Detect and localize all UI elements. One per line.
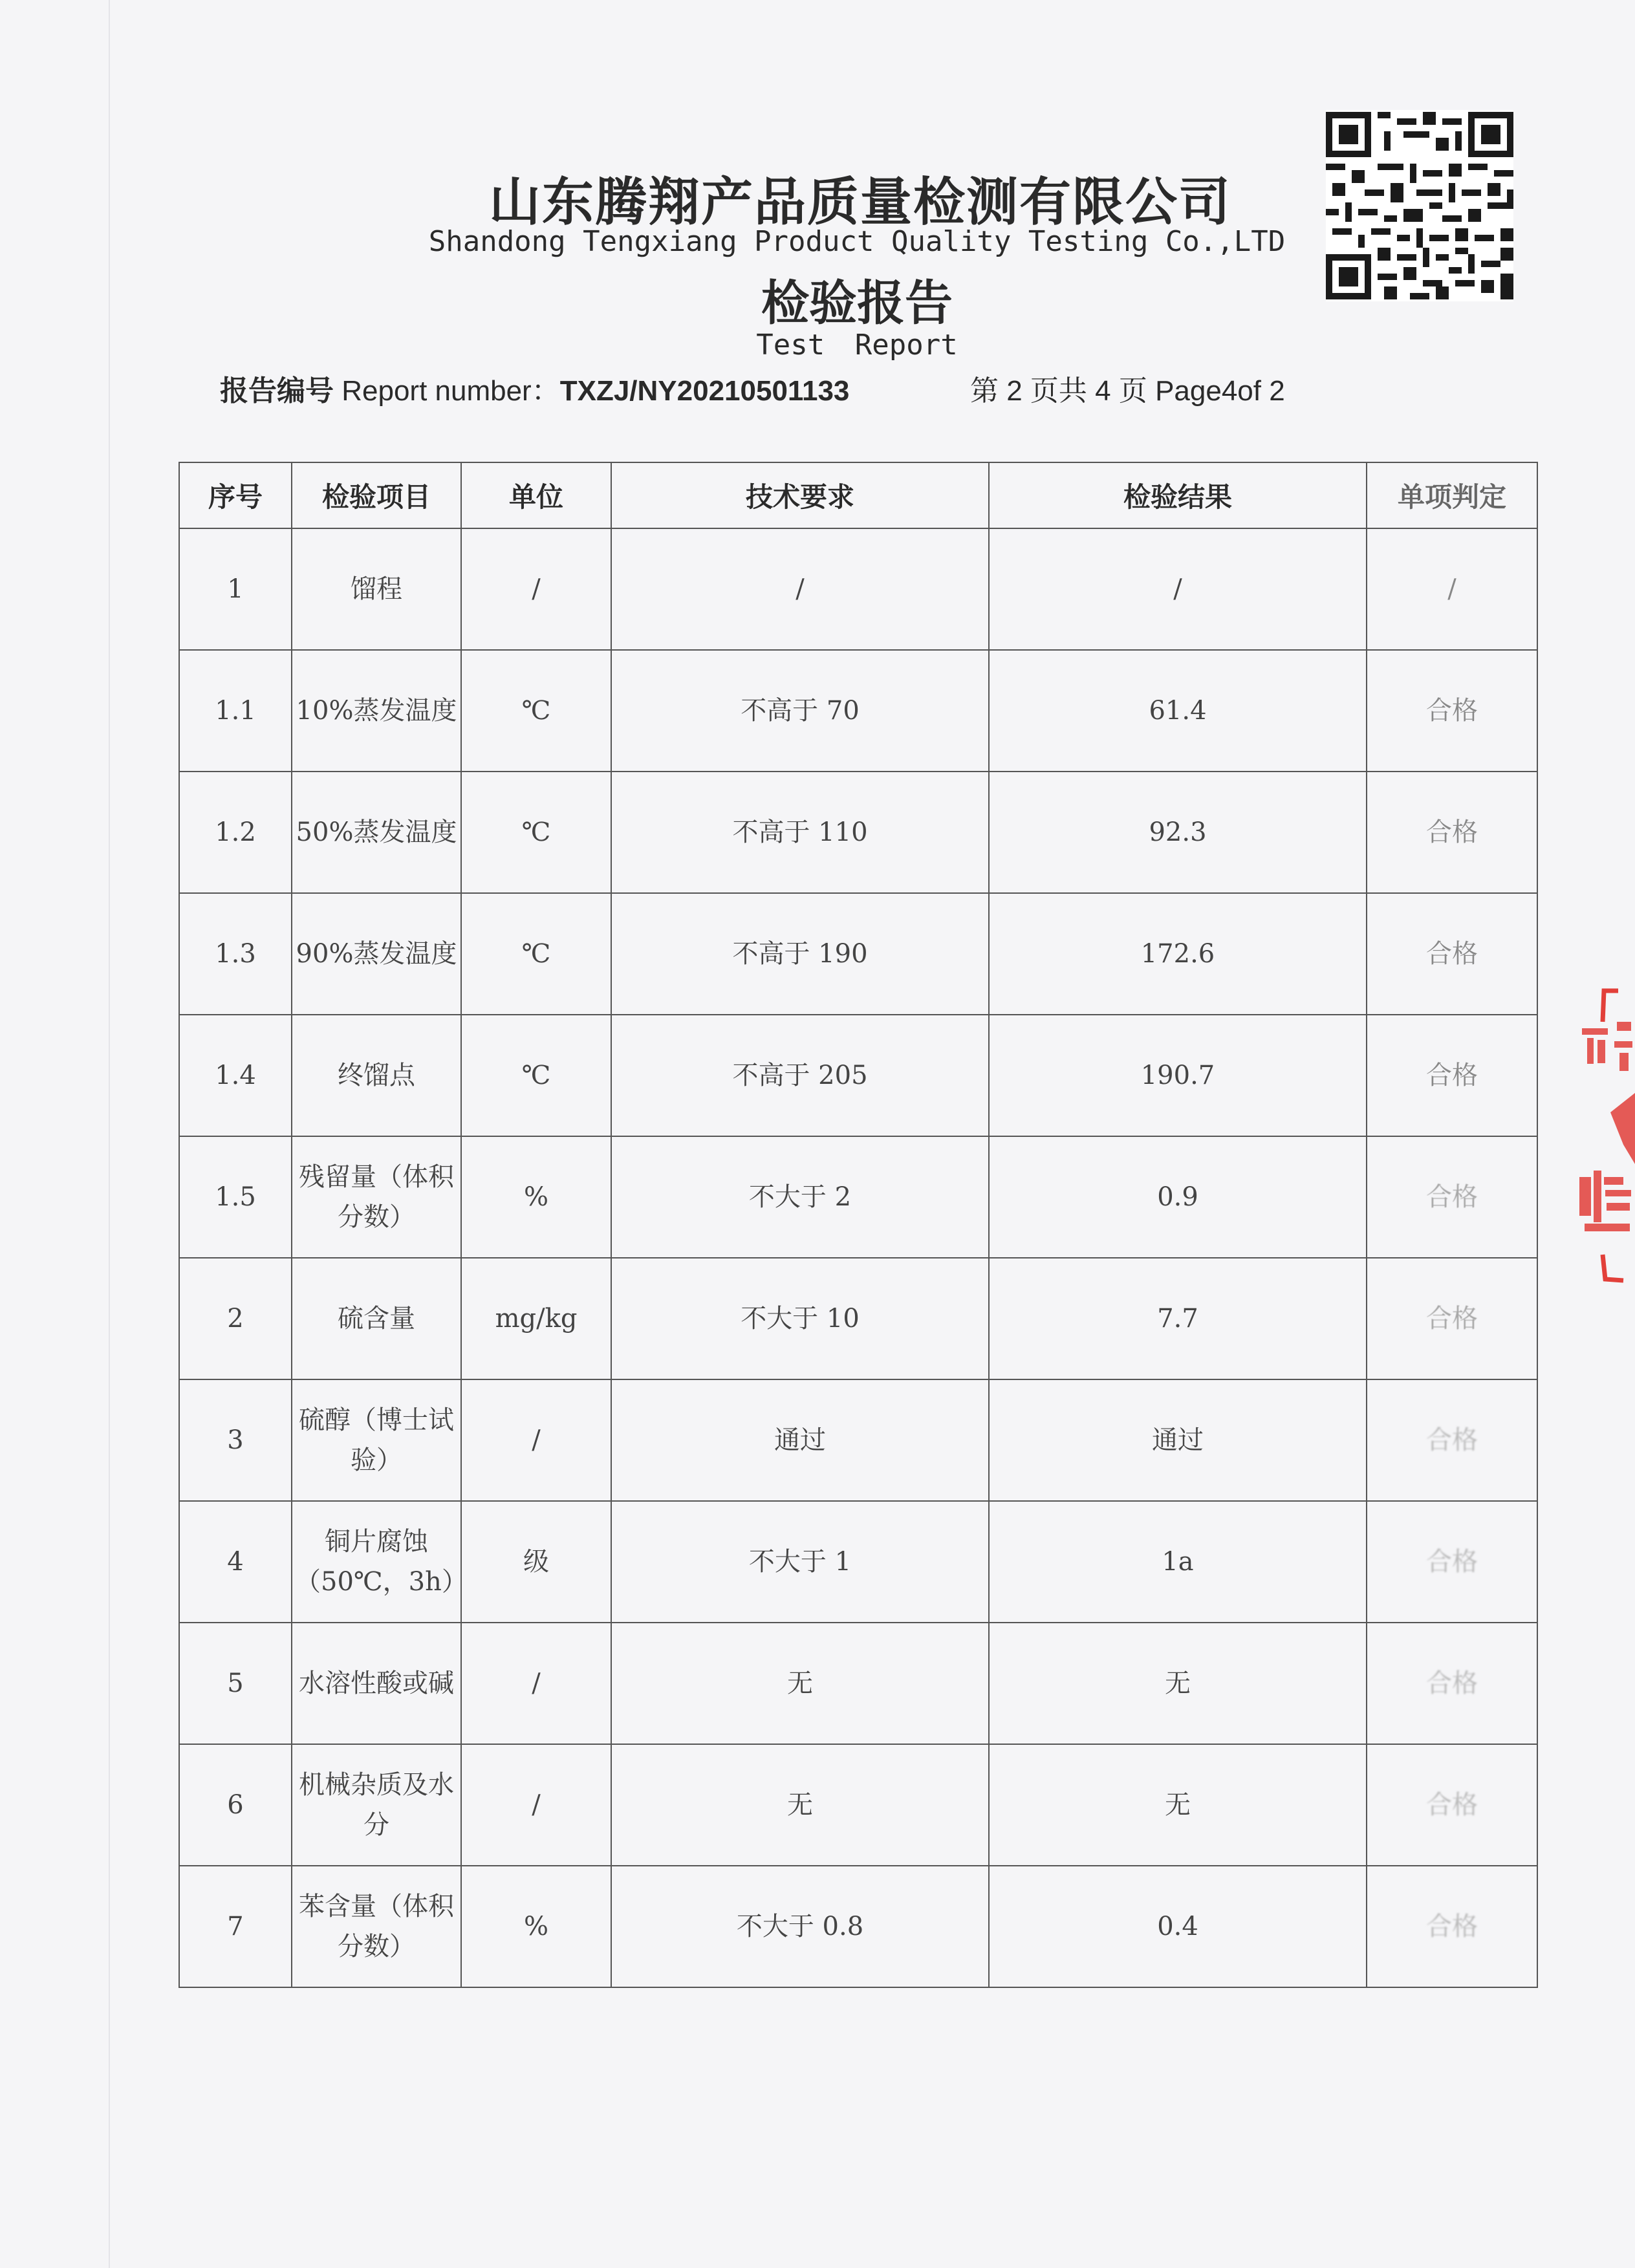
cell-requirement: 不大于 10 — [611, 1258, 989, 1379]
cell-no: 1.4 — [179, 1015, 292, 1136]
column-header-item: 检验项目 — [292, 462, 461, 528]
cell-judgment: 合格 — [1367, 1015, 1537, 1136]
table-row — [179, 1744, 1537, 1866]
cell-requirement: 无 — [611, 1623, 989, 1744]
cell-result: 0.4 — [989, 1866, 1367, 1987]
cell-unit: / — [461, 528, 611, 650]
cell-item: 50%蒸发温度 — [292, 772, 461, 893]
cell-result: 172.6 — [989, 893, 1367, 1015]
report-number-value: TXZJ/NY20210501133 — [559, 375, 850, 407]
cell-item: 90%蒸发温度 — [292, 893, 461, 1015]
cell-requirement: 不高于 70 — [611, 650, 989, 772]
table-row — [179, 1623, 1537, 1744]
table-row — [179, 1379, 1537, 1501]
cell-result: 0.9 — [989, 1136, 1367, 1258]
cell-judgment: 合格 — [1367, 650, 1537, 772]
cell-unit: ℃ — [461, 1015, 611, 1136]
table-row — [179, 1258, 1537, 1379]
cell-no: 4 — [179, 1501, 292, 1623]
cell-judgment: 合格 — [1367, 1866, 1537, 1987]
cell-judgment: 合格 — [1367, 1379, 1537, 1501]
column-header-no: 序号 — [179, 462, 292, 528]
cell-requirement: 不大于 2 — [611, 1136, 989, 1258]
cell-item: 残留量（体积分数） — [292, 1136, 461, 1258]
cell-no: 2 — [179, 1258, 292, 1379]
cell-unit: / — [461, 1379, 611, 1501]
cell-requirement: 不大于 0.8 — [611, 1866, 989, 1987]
cell-no: 6 — [179, 1744, 292, 1866]
cell-result: 190.7 — [989, 1015, 1367, 1136]
cell-result: 无 — [989, 1744, 1367, 1866]
cell-unit: 级 — [461, 1501, 611, 1623]
cell-requirement: 不高于 205 — [611, 1015, 989, 1136]
cell-judgment: 合格 — [1367, 1136, 1537, 1258]
table-row — [179, 1501, 1537, 1623]
column-header-requirement: 技术要求 — [611, 462, 989, 528]
report-number-line — [220, 367, 849, 409]
cell-no: 1 — [179, 528, 292, 650]
document-title-en: Test Report — [756, 329, 958, 362]
red-seal-stamp-icon — [1565, 983, 1635, 1293]
cell-judgment: 合格 — [1367, 1501, 1537, 1623]
column-header-unit: 单位 — [461, 462, 611, 528]
cell-requirement: 不大于 1 — [611, 1501, 989, 1623]
cell-item: 苯含量（体积分数） — [292, 1866, 461, 1987]
cell-unit: ℃ — [461, 893, 611, 1015]
cell-no: 1.2 — [179, 772, 292, 893]
cell-no: 1.1 — [179, 650, 292, 772]
report-number-label-en: Report number： — [341, 375, 560, 407]
cell-item: 硫醇（博士试验） — [292, 1379, 461, 1501]
cell-judgment: 合格 — [1367, 1258, 1537, 1379]
cell-no: 1.5 — [179, 1136, 292, 1258]
document-title-cn: 检验报告 — [761, 275, 953, 331]
cell-judgment: / — [1367, 528, 1537, 650]
cell-requirement: 不高于 190 — [611, 893, 989, 1015]
cell-no: 1.3 — [179, 893, 292, 1015]
cell-unit: % — [461, 1866, 611, 1987]
column-header-result: 检验结果 — [989, 462, 1367, 528]
cell-unit: ℃ — [461, 650, 611, 772]
page-info: 第 2 页共 4 页 Page4of 2 — [970, 375, 1285, 407]
table-row — [179, 893, 1537, 1015]
cell-result: 通过 — [989, 1379, 1367, 1501]
cell-judgment: 合格 — [1367, 1744, 1537, 1866]
cell-result: 92.3 — [989, 772, 1367, 893]
company-name-en: Shandong Tengxiang Product Quality Testing Co.,LTD — [428, 225, 1286, 258]
cell-no: 5 — [179, 1623, 292, 1744]
cell-result: / — [989, 528, 1367, 650]
cell-no: 3 — [179, 1379, 292, 1501]
column-header-judgment: 单项判定 — [1367, 462, 1537, 528]
table-row — [179, 1136, 1537, 1258]
cell-item: 硫含量 — [292, 1258, 461, 1379]
table-row — [179, 650, 1537, 772]
results-table — [179, 462, 1538, 1988]
report-number-label-cn: 报告编号 — [220, 374, 334, 407]
cell-requirement: 无 — [611, 1744, 989, 1866]
cell-unit: / — [461, 1623, 611, 1744]
cell-item: 终馏点 — [292, 1015, 461, 1136]
cell-judgment: 合格 — [1367, 772, 1537, 893]
table-row — [179, 772, 1537, 893]
cell-requirement: / — [611, 528, 989, 650]
table-row — [179, 1866, 1537, 1987]
cell-result: 无 — [989, 1623, 1367, 1744]
cell-result: 61.4 — [989, 650, 1367, 772]
cell-requirement: 通过 — [611, 1379, 989, 1501]
table-header-row — [179, 462, 1537, 528]
cell-unit: ℃ — [461, 772, 611, 893]
cell-unit: % — [461, 1136, 611, 1258]
cell-item: 机械杂质及水分 — [292, 1744, 461, 1866]
cell-item: 馏程 — [292, 528, 461, 650]
cell-unit: / — [461, 1744, 611, 1866]
cell-item: 10%蒸发温度 — [292, 650, 461, 772]
table-row — [179, 1015, 1537, 1136]
qr-code-icon — [1326, 110, 1513, 301]
cell-item: 水溶性酸或碱 — [292, 1623, 461, 1744]
cell-result: 7.7 — [989, 1258, 1367, 1379]
cell-result: 1a — [989, 1501, 1367, 1623]
cell-no: 7 — [179, 1866, 292, 1987]
cell-item: 铜片腐蚀（50℃，3h） — [292, 1501, 461, 1623]
table-row — [179, 528, 1537, 650]
cell-judgment: 合格 — [1367, 1623, 1537, 1744]
cell-judgment: 合格 — [1367, 893, 1537, 1015]
company-name-cn: 山东腾翔产品质量检测有限公司 — [489, 171, 1231, 232]
cell-requirement: 不高于 110 — [611, 772, 989, 893]
cell-unit: mg/kg — [461, 1258, 611, 1379]
